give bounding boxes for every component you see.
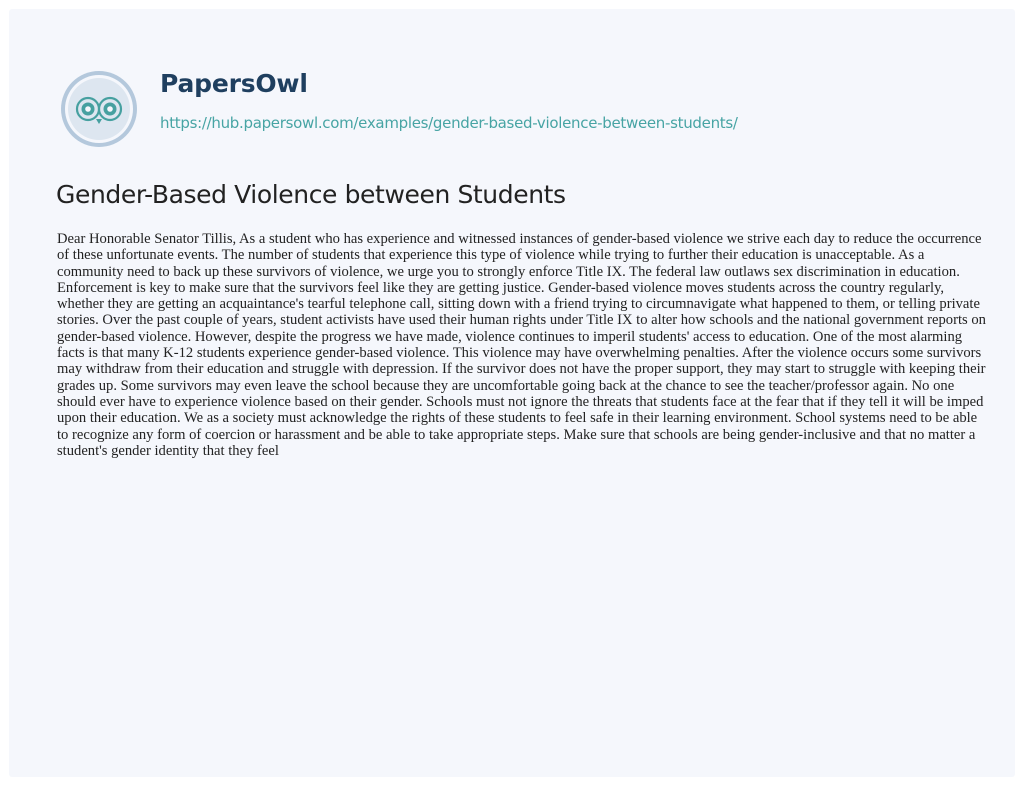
essay-body: Dear Honorable Senator Tillis, As a student who has experience and witnessed instances of gender-based violence we strive each day to reduce the occurrence of these unfortunate events. The number of students that experience this type of violence while trying to further their education is unacceptable. As a community need to back up these survivors of violence, we urge you to strongly enforce Title IX. The federal law outlaws sex discrimination in education. Enforcement is key to make sure that the survivors feel like they are getting justice. Gender-based violence moves students across the country regularly, whether they are getting an acquaintance's tearful telephone call, sitting down with a friend trying to circumnavigate what happened to them, or telling private stories. Over the past couple of years, student activists have used their human rights under Title IX to alter how schools and the national government reports on gender-based violence. However, despite the progress we have made, violence continues to imperil students' access to education. One of the most alarming facts is that many K-12 students experience gender-based violence. This violence may have overwhelming penalties. After the violence occurs some survivors may withdraw from their education and struggle with depression. If the survivor does not have the proper support, they may start to struggle with keeping their grades up. Some survivors may even leave the school because they are uncomfortable going back at the chance to see the teacher/professor again. No one should ever have to experience violence based on their gender. Schools must not ignore the threats that students face at the fear that if they tell it will be imped upon their education. We as a society must acknowledge the rights of these students to feel safe in their learning environment. School systems need to be able to recognize any form of coercion or harassment and be able to take appropriate steps. Make sure that schools are being gender-inclusive and that no matter a student's gender identity that they feel [57, 231, 986, 459]
document-card [9, 9, 1015, 777]
source-url-link[interactable]: https://hub.papersowl.com/examples/gender-based-violence-between-students/ [160, 114, 738, 132]
page-title: Gender-Based Violence between Students [56, 180, 566, 209]
owl-eyes-icon [59, 69, 139, 149]
brand-name: PapersOwl [160, 69, 308, 98]
